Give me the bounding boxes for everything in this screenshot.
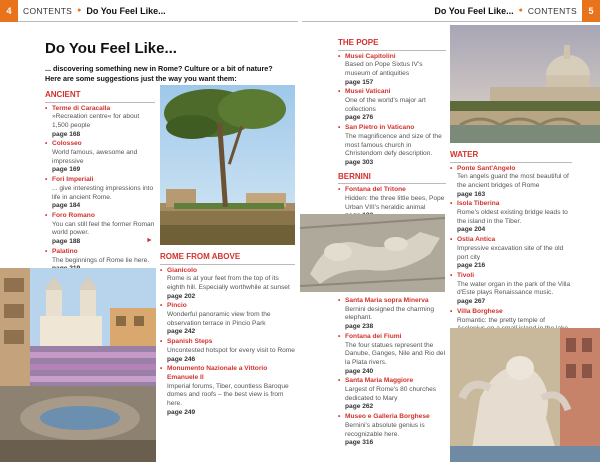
- list-item: [45, 212, 155, 247]
- list-item: [160, 267, 295, 302]
- item-page: page 202: [167, 292, 196, 300]
- list-item: [45, 105, 155, 140]
- item-page: page 157: [345, 78, 374, 86]
- water-section: [450, 150, 572, 344]
- list-item: [160, 302, 295, 337]
- list-item: [338, 124, 446, 168]
- from-above-heading: ROME FROM ABOVE: [160, 252, 295, 265]
- list-item: [338, 377, 446, 412]
- list-item: [338, 53, 446, 88]
- item-desc: Bernini designed the charming elephant.: [345, 305, 435, 322]
- item-page: page 168: [52, 130, 81, 138]
- item-desc: Rome is at your feet from the top of its eighth hill. Especially worthwhile at sunset: [167, 275, 290, 291]
- list-item: [450, 236, 572, 271]
- item-title: • Fontana del Tritone: [338, 186, 446, 195]
- item-title: • Museo e Galleria Borghese: [338, 413, 446, 422]
- item-desc: Bernini's absolute genius is recognizable here.: [345, 421, 425, 438]
- item-page: page 204: [457, 226, 486, 234]
- item-title: • Palatino: [45, 248, 155, 257]
- item-desc: Impressive excavation site of the old port city: [457, 244, 564, 261]
- item-title: • Fori Imperiali: [45, 176, 155, 185]
- item-title: • Foro Romano: [45, 212, 155, 221]
- item-desc: The four statues represent the Danube, Ganges, Nile and Rio del la Plata rivers.: [345, 341, 446, 366]
- item-page: page 184: [52, 202, 81, 210]
- item-desc: Ten angels guard the most beautiful of the ancient bridges of Rome: [457, 173, 569, 189]
- separator-dot-icon: ●: [77, 7, 82, 14]
- item-page: page 216: [457, 262, 486, 270]
- item-page: page 267: [457, 298, 486, 306]
- list-item: [160, 338, 295, 364]
- left-page-number: 4: [0, 0, 18, 22]
- item-page: page 316: [345, 439, 374, 447]
- item-desc: Wonderful panoramic view from the observation terrace in Pincio Park: [167, 311, 271, 327]
- item-desc: Rome's oldest existing bridge leads to the island in the Tiber.: [457, 209, 568, 225]
- item-title: • Santa Maria sopra Minerva: [338, 297, 446, 306]
- rome-from-above-section: [160, 252, 295, 419]
- list-item: [338, 297, 446, 332]
- item-desc: Hidden: the three little bees, Pope Urban VIII's heraldic animal: [345, 194, 445, 211]
- item-page: page 246: [167, 355, 196, 363]
- ancient-heading: ANCIENT: [45, 90, 155, 103]
- item-page: page 242: [167, 328, 196, 336]
- contents-label-right: CONTENTS: [527, 5, 577, 16]
- item-title: • Spanish Steps: [160, 338, 295, 347]
- item-desc: Imperial forums, Tiber, countless Baroque domes and roofs – the best view is from here.: [167, 382, 289, 408]
- item-page: page 249: [167, 408, 196, 416]
- item-page: page 240: [345, 367, 374, 375]
- item-title: • Monumento Nazionale a Vittorio Emanuele II: [160, 365, 295, 382]
- item-desc: The magnificence and size of the most famous church in Christendom defy description.: [345, 132, 442, 158]
- item-title: • Gianicolo: [160, 267, 295, 276]
- right-page-number: 5: [582, 0, 600, 22]
- item-page: page 188: [52, 238, 81, 246]
- item-title: • Villa Borghese: [450, 308, 572, 317]
- list-item: [450, 272, 572, 307]
- page-title: Do You Feel Like...: [45, 40, 177, 57]
- pope-heading: THE POPE: [338, 38, 446, 51]
- left-page-header: [0, 0, 298, 22]
- item-title: • Tivoli: [450, 272, 572, 281]
- list-item: [338, 333, 446, 377]
- list-item: [338, 413, 446, 448]
- photo-palatino-pine: [160, 85, 295, 245]
- item-page: page 276: [345, 114, 374, 122]
- continue-arrow-icon: ►: [146, 237, 153, 244]
- photo-spanish-steps: [0, 268, 156, 462]
- item-title: • Isola Tiberina: [450, 200, 572, 209]
- item-page: page 163: [457, 190, 486, 198]
- item-desc: The water organ in the park of the Villa d'Este plays Renaissance music.: [457, 280, 571, 297]
- item-page: page 169: [52, 166, 81, 174]
- intro-text: ... discovering something new in Rome? Culture or a bit of nature? Here are some suggestions just the way you want them:: [45, 64, 273, 83]
- list-item: [450, 165, 572, 200]
- photo-st-peters: [450, 25, 600, 143]
- right-page-header: [302, 0, 600, 22]
- item-desc: One of the world's major art collections: [345, 97, 426, 113]
- item-title: • Pincio: [160, 302, 295, 311]
- list-item: [45, 140, 155, 175]
- item-title: • Ponte Sant'Angelo: [450, 165, 572, 174]
- item-title: • Fontana dei Fiumi: [338, 333, 446, 342]
- item-desc: You can still feel the former Roman world power.: [52, 220, 155, 237]
- item-desc: Largest of Rome's 80 churches dedicated to Mary: [345, 386, 437, 402]
- bernini-heading: BERNINI: [338, 172, 446, 185]
- separator-dot-icon: ●: [518, 7, 523, 14]
- item-title: • San Pietro in Vaticano: [338, 124, 446, 133]
- section-title-right: Do You Feel Like...: [434, 5, 514, 16]
- list-item: [450, 200, 572, 235]
- list-item: [338, 88, 446, 123]
- section-title: Do You Feel Like...: [86, 5, 166, 16]
- item-title: • Terme di Caracalla: [45, 105, 155, 114]
- item-title: • Musei Vaticani: [338, 88, 446, 97]
- bernini-continued: [338, 297, 446, 449]
- item-page: page 262: [345, 403, 374, 411]
- the-pope-section: [338, 38, 446, 222]
- item-title: • Ostia Antica: [450, 236, 572, 245]
- item-desc: Romantic: the pretty temple of: [457, 316, 545, 324]
- item-title: • Santa Maria Maggiore: [338, 377, 446, 386]
- contents-label: CONTENTS: [23, 5, 73, 16]
- item-title: • Musei Capitolini: [338, 53, 446, 62]
- item-page: page 238: [345, 323, 374, 331]
- water-heading: WATER: [450, 150, 572, 163]
- item-page: page 303: [345, 158, 374, 166]
- ancient-section: [45, 90, 155, 275]
- photo-mosaic: [300, 214, 445, 292]
- item-desc: ... give interesting impressions into life in ancient Rome.: [52, 184, 154, 201]
- item-desc: Uncontested hotspot for every visit to Rome: [167, 346, 295, 354]
- list-item: [45, 176, 155, 211]
- item-desc: Based on Pope Sixtus IV's museum of antiquities: [345, 61, 423, 77]
- item-desc: »Recreation centre« for about 1,500 people: [52, 113, 140, 129]
- list-item: [160, 365, 295, 417]
- item-desc: The beginnings of Rome lie here.: [52, 256, 150, 264]
- photo-fountain-statue: [450, 328, 600, 462]
- item-title: • Colosseo: [45, 140, 155, 149]
- item-desc: World famous, awesome and impressive: [52, 149, 138, 165]
